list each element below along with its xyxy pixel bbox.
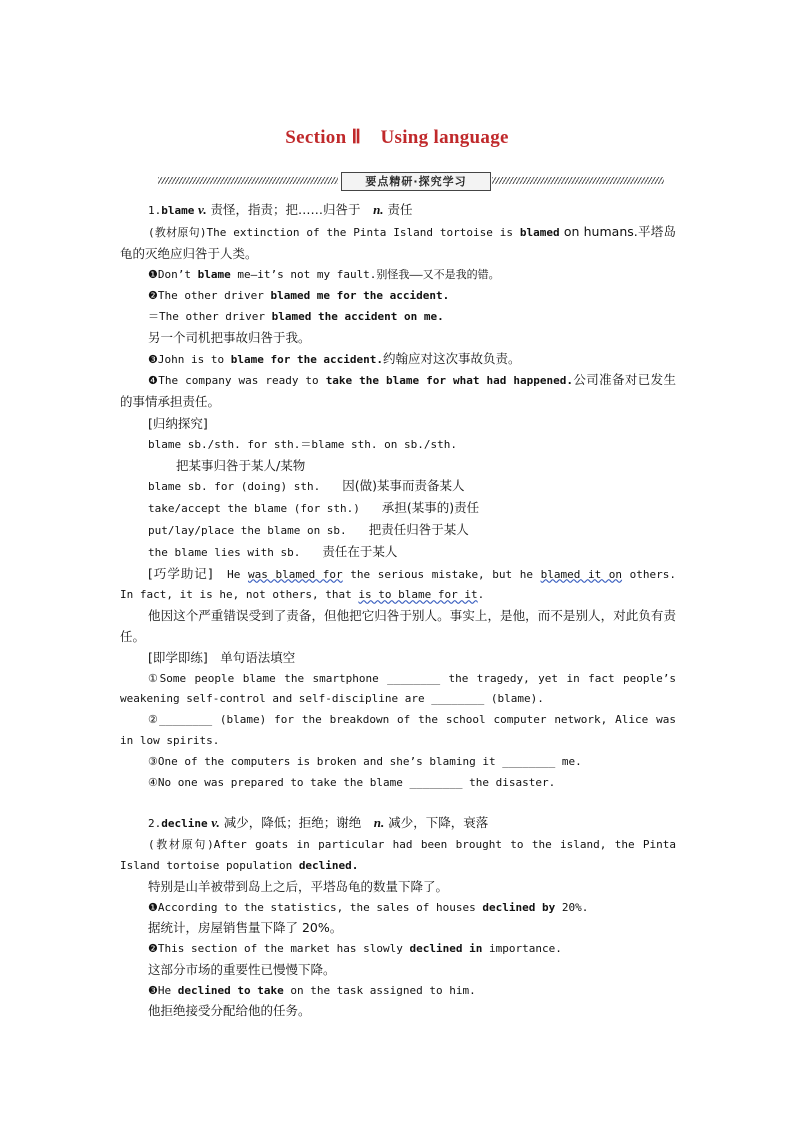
practice-question-3: ③One of the computers is broken and she’s blaming it ________ me. — [148, 754, 582, 768]
example-2-equivalent: ＝The other driver blamed the accident on me. — [148, 309, 444, 323]
example-1: ❶Don’t blame me—it’s not my fault.别怪我——又不是我的错。 — [148, 268, 500, 282]
banner-stripe-right — [492, 177, 664, 184]
summary-item-2: blame sb. for (doing) sth. 因(做)某事而责备某人 — [148, 478, 465, 494]
decline-example-2-translation: 这部分市场的重要性已慢慢下降。 — [148, 961, 336, 977]
summary-item-4: put/lay/place the blame on sb. 把责任归咎于某人 — [148, 521, 469, 537]
banner-stripe-left — [158, 177, 338, 184]
summary-item-1-en: blame sb./sth. for sth.＝blame sth. on sb./sth. — [148, 437, 458, 451]
summary-item-5: the blame lies with sb. 责任在于某人 — [148, 543, 398, 559]
section-banner — [158, 172, 664, 190]
decline-example-3: ❸He declined to take on the task assigned to him. — [148, 983, 476, 997]
example-3: ❸John is to blame for the accident.约翰应对这次事故负责。 — [148, 350, 521, 366]
memory-tip-translation: 他因这个严重错误受到了责备，但他把它归咎于别人。事实上，是他，而不是别人，对此负有责任。 — [120, 608, 676, 644]
entry-heading-decline: 2.decline v. 减少，降低；拒绝；谢绝 n. 减少，下降，衰落 — [148, 815, 489, 831]
practice-question-1: ①Some people blame the smartphone ________ the tragedy, yet in fact people’s weakening self-control and self-discipline are ________ (blame). — [120, 671, 676, 706]
memory-tip: [巧学助记] He was blamed for the serious mistake, but he blamed it on others. In fact, it is he, not others, that is to blame for it. — [120, 565, 677, 602]
banner-label: 要点精研·探究学习 — [341, 172, 491, 191]
example-2: ❷The other driver blamed me for the accident. — [148, 289, 450, 303]
document-body — [120, 200, 676, 1022]
decline-example-3-translation: 他拒绝接受分配给他的任务。 — [148, 1003, 311, 1019]
practice-question-2: ②________ (blame) for the breakdown of the school computer network, Alice was in low spirits. — [120, 713, 676, 747]
example-4: ❹The company was ready to take the blame for what had happened.公司准备对已发生的事情承担责任。 — [120, 372, 676, 410]
summary-heading: [归纳探究] — [148, 415, 208, 431]
textbook-original-sentence: (教材原句)The extinction of the Pinta Island tortoise is blamed on humans.平塔岛龟的灭绝应归咎于人类。 — [120, 223, 677, 261]
summary-item-1-zh: 把某事归咎于某人/某物 — [176, 457, 306, 473]
decline-example-2: ❷This section of the market has slowly declined in importance. — [148, 942, 562, 956]
decline-example-1: ❶According to the statistics, the sales of houses declined by 20%. — [148, 900, 589, 914]
entry-heading-blame: 1.blame v. 责怪，指责；把……归咎于 n. 责任 — [148, 202, 413, 217]
summary-item-3: take/accept the blame (for sth.) 承担(某事的)责任 — [148, 500, 480, 516]
decline-example-1-translation: 据统计，房屋销售量下降了 20%。 — [148, 920, 343, 936]
textbook-original-translation-2: 特别是山羊被带到岛上之后，平塔岛龟的数量下降了。 — [148, 878, 449, 894]
textbook-original-sentence-2: (教材原句)After goats in particular had been brought to the island, the Pinta Island tortoise population declined. — [120, 838, 676, 872]
practice-heading: [即学即练] 单句语法填空 — [148, 649, 296, 665]
page-title: Section Ⅱ Using language — [285, 127, 509, 148]
example-2-translation: 另一个司机把事故归咎于我。 — [148, 329, 311, 345]
practice-question-4: ④No one was prepared to take the blame ________ the disaster. — [148, 775, 556, 789]
